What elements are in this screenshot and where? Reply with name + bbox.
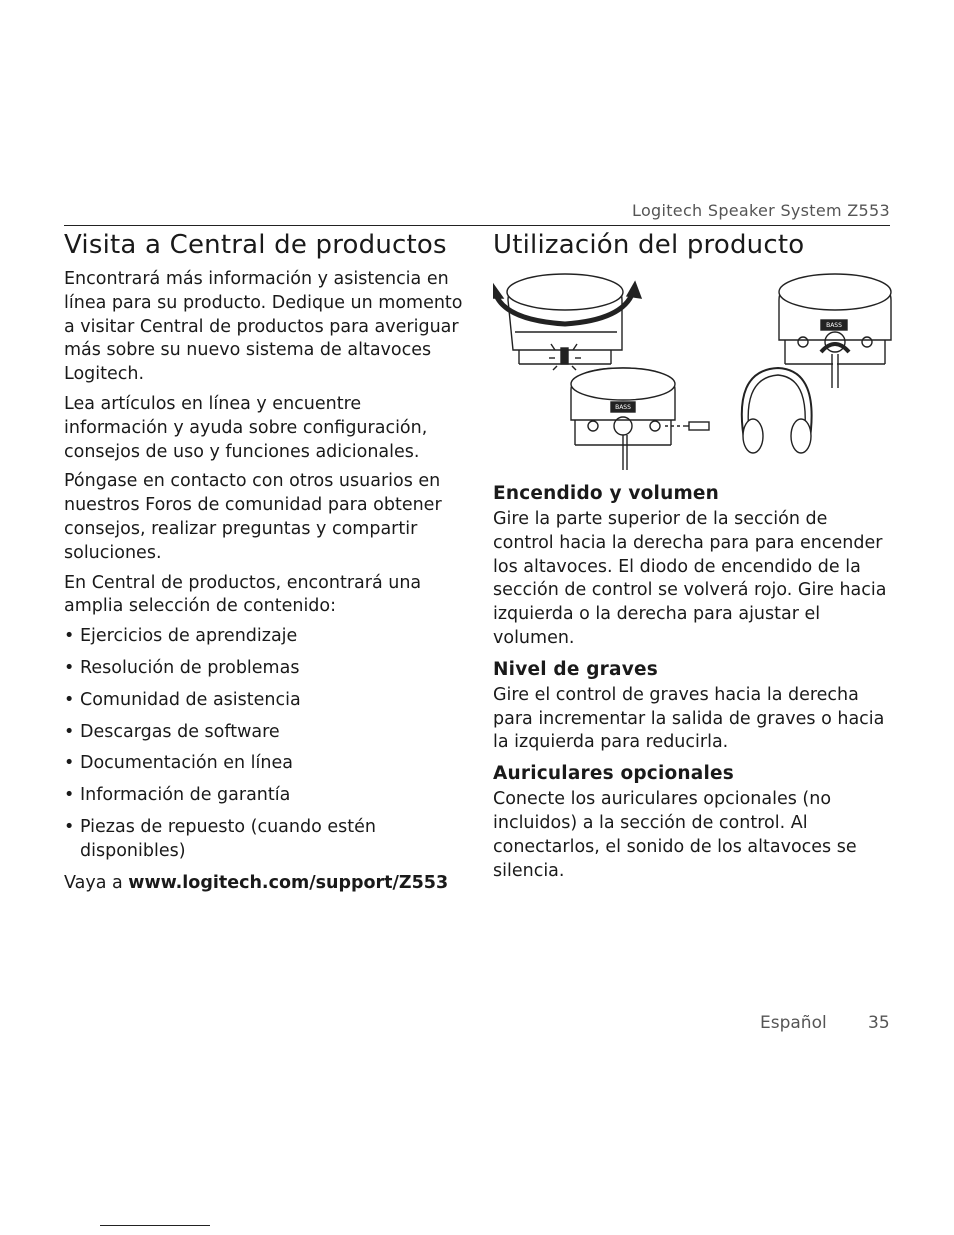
paragraph: Encontrará más información y asistencia en línea para su producto. Dedique un momento a visitar Central de productos para averiguar más sobre su nuevo sistema de altavoces Logitech. <box>64 269 463 385</box>
heading-headphones: Auriculares opcionales <box>493 763 734 785</box>
section-title-product-usage: Utilización del producto <box>493 230 805 260</box>
footer-rule <box>100 1225 210 1226</box>
bass-label-pod-3: BASS <box>615 404 631 411</box>
list-item: • Información de garantía <box>64 784 464 808</box>
list-item: • Resolución de problemas <box>64 657 464 681</box>
footer-language: Español <box>760 1013 827 1033</box>
page-number: 35 <box>868 1013 890 1033</box>
paragraph: Lea artículos en línea y encuentre información y ayuda sobre configuración, consejos de uso y funciones adicionales. <box>64 393 428 462</box>
list-item: • Comunidad de asistencia <box>64 689 464 713</box>
content-list <box>64 625 464 863</box>
list-item: • Ejercicios de aprendizaje <box>64 625 464 649</box>
list-item: • Documentación en línea <box>64 752 464 776</box>
list-item: • Piezas de repuesto (cuando estén disponibles) <box>64 816 464 864</box>
visit-line <box>64 872 464 896</box>
support-link[interactable]: www.logitech.com/support/Z553 <box>128 872 449 893</box>
heading-bass-level: Nivel de graves <box>493 658 658 680</box>
right-column <box>493 230 893 889</box>
header-rule <box>64 225 890 226</box>
visit-prefix: Vaya a <box>64 872 129 893</box>
heading-power-volume: Encendido y volumen <box>493 483 720 504</box>
paragraph-power-volume: Gire la parte superior de la sección de control hacia la derecha para para encender los altavoces. El diodo de encendido de la sección de control se volverá rojo. Gire hacia izquierda o la derecha para ajustar el volumen. <box>493 509 887 648</box>
paragraph: En Central de productos, encontrará una amplia selección de contenido: <box>64 572 422 617</box>
left-column <box>64 230 464 901</box>
bass-label-pod-2: BASS <box>826 322 842 329</box>
paragraph-bass-level: Gire el control de graves hacia la derecha para incrementar la salida de graves o hacia la izquierda para reducirla. <box>493 684 885 753</box>
paragraph: Póngase en contacto con otros usuarios en nuestros Foros de comunidad para obtener consejos, realizar preguntas y compartir soluciones. <box>64 471 442 563</box>
paragraph-headphones: Conecte los auriculares opcionales (no incluidos) a la sección de control. Al conectarlos, el sonido de los altavoces se silencia. <box>493 789 857 881</box>
section-title-product-central: Visita a Central de productos <box>64 230 447 260</box>
usage-illustration <box>493 270 893 475</box>
speaker-illustration <box>493 270 893 475</box>
document-header-title: Logitech Speaker System Z553 <box>632 201 890 220</box>
list-item: • Descargas de software <box>64 721 464 745</box>
